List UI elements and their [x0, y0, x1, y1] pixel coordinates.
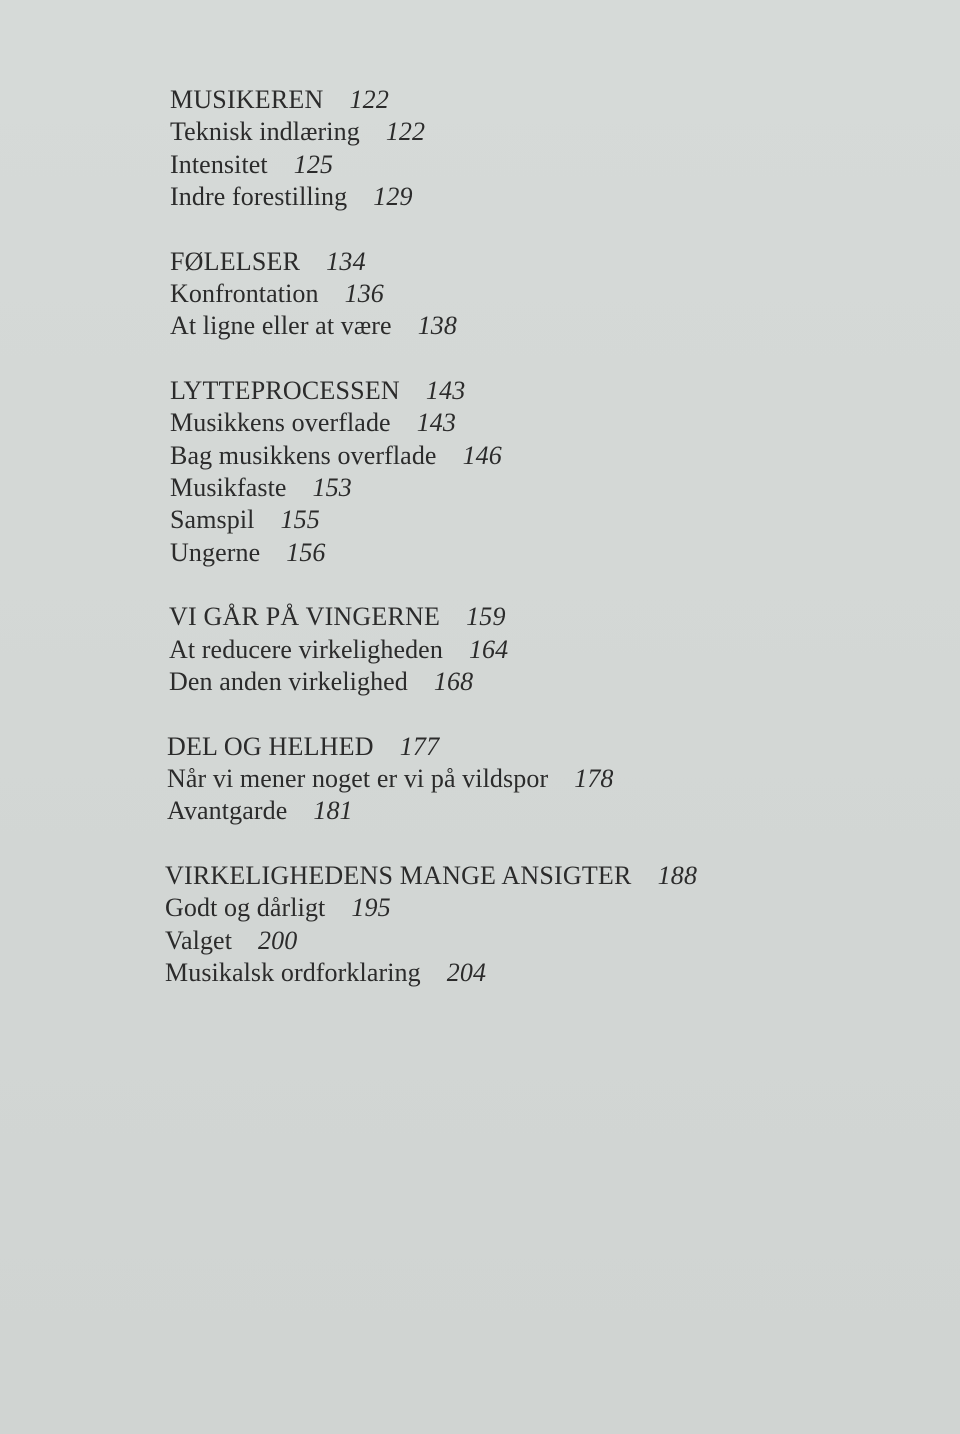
entry-label: Musikfaste: [170, 473, 287, 503]
chapter-page-number: 134: [326, 246, 366, 276]
entry-label: Den anden virkelighed: [169, 667, 408, 697]
entry-label: Musikalsk ordforklaring: [165, 957, 421, 987]
toc-chapter-heading: [165, 860, 960, 892]
toc-entry: [170, 181, 960, 213]
toc-section-virkelighedens-mange-ansigter: [165, 860, 960, 990]
toc-chapter-heading: [169, 601, 960, 633]
entry-page-number: 143: [416, 408, 456, 438]
toc-chapter-heading: [170, 246, 960, 278]
entry-page-number: 138: [417, 311, 457, 341]
entry-label: Godt og dårligt: [165, 893, 326, 923]
chapter-page-number: 159: [466, 602, 506, 632]
entry-label: Musikkens overflade: [170, 408, 391, 438]
chapter-page-number: 188: [657, 860, 698, 890]
chapter-title: VI GÅR PÅ VINGERNE: [169, 602, 441, 632]
chapter-title: LYTTEPROCESSEN: [170, 375, 400, 405]
toc-section-del-og-helhed: [167, 731, 960, 828]
chapter-page-number: 143: [425, 375, 466, 405]
entry-page-number: 122: [385, 117, 426, 147]
entry-label: At reducere virkeligheden: [169, 634, 443, 664]
entry-label: Ungerne: [170, 537, 261, 567]
entry-page-number: 155: [280, 505, 320, 535]
toc-chapter-heading: [170, 84, 960, 116]
entry-page-number: 181: [313, 796, 353, 826]
toc-section-folelser: [170, 246, 960, 343]
toc-entry: [170, 472, 960, 504]
toc-entry: [167, 795, 960, 827]
entry-label: Når vi mener noget er vi på vildspor: [167, 763, 549, 793]
toc-entry: [165, 925, 960, 957]
toc-entry: [170, 310, 960, 342]
chapter-title: MUSIKEREN: [170, 85, 324, 114]
entry-label: Avantgarde: [167, 796, 288, 826]
entry-page-number: 125: [293, 149, 334, 179]
toc-chapter-heading: [170, 375, 960, 407]
toc-entry: [165, 892, 960, 924]
entry-page-number: 200: [258, 925, 298, 955]
entry-page-number: 168: [433, 667, 474, 697]
chapter-page-number: 177: [399, 731, 440, 761]
toc-entry: [170, 440, 960, 472]
entry-page-number: 204: [446, 957, 487, 987]
toc-chapter-heading: [167, 731, 960, 763]
toc-entry: [170, 407, 960, 439]
chapter-page-number: 122: [349, 85, 390, 114]
chapter-title: DEL OG HELHED: [167, 731, 374, 761]
entry-page-number: 153: [312, 473, 352, 503]
toc-section-lytteprocessen: [170, 375, 960, 569]
entry-page-number: 164: [468, 634, 509, 664]
entry-page-number: 156: [286, 537, 326, 567]
entry-page-number: 195: [351, 893, 391, 923]
toc-section-musikeren: [170, 84, 960, 214]
entry-label: Konfrontation: [170, 279, 319, 309]
entry-label: Intensitet: [170, 149, 268, 179]
toc-entry: [169, 634, 960, 666]
toc-entry: [170, 504, 960, 536]
entry-label: Indre forestilling: [170, 182, 348, 212]
entry-label: Bag musikkens overflade: [170, 440, 437, 470]
entry-label: Samspil: [170, 505, 255, 535]
toc-entry: [170, 278, 960, 310]
entry-page-number: 146: [462, 440, 502, 470]
toc-entry: [167, 763, 960, 795]
entry-label: Teknisk indlæring: [170, 117, 360, 147]
chapter-title: VIRKELIGHEDENS MANGE ANSIGTER: [165, 860, 632, 890]
toc-entry: [165, 957, 960, 989]
chapter-title: FØLELSER: [170, 246, 301, 276]
toc-entry: [170, 537, 960, 569]
entry-label: At ligne eller at være: [170, 311, 392, 341]
toc-entry: [170, 116, 960, 148]
entry-page-number: 129: [373, 182, 413, 212]
toc-entry: [170, 149, 960, 181]
toc-section-vi-gaar-paa-vingerne: [169, 601, 960, 698]
entry-page-number: 178: [574, 763, 614, 793]
toc-entry: [169, 666, 960, 698]
entry-page-number: 136: [344, 279, 384, 309]
entry-label: Valget: [165, 925, 233, 955]
